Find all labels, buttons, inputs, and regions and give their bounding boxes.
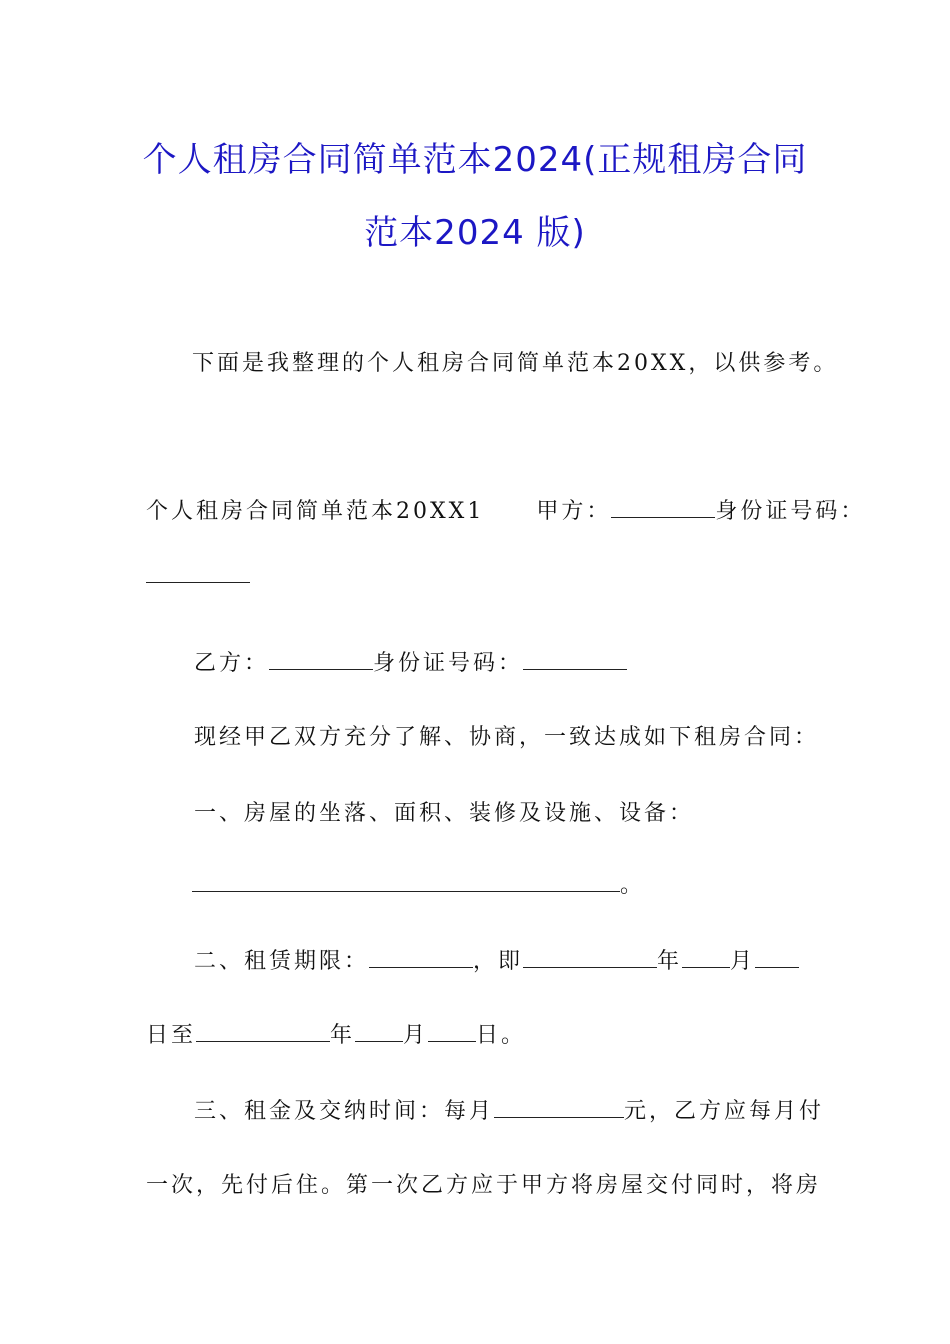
year-label-2: 年: [330, 1023, 356, 1048]
party-b-line: [194, 646, 627, 677]
monthly-rent-blank: [494, 1097, 624, 1118]
period-mark: 。: [620, 873, 646, 898]
party-b-id-label: 身份证号码：: [373, 651, 524, 676]
party-a-id-line: [146, 562, 250, 589]
comma-ji: ，即: [473, 949, 524, 974]
section1-heading: 一、房屋的坐落、面积、装修及设施、设备：: [194, 801, 695, 826]
section3-line2: 一次，先付后住。第一次乙方应于甲方将房屋交付同时，将房: [146, 1173, 822, 1198]
section2-line2: [146, 1018, 526, 1049]
start-month-blank: [682, 947, 730, 968]
property-details-blank: [192, 871, 620, 892]
party-a-heading: 个人租房合同简单范本20XX1: [146, 499, 485, 524]
start-year-blank: [523, 947, 657, 968]
section3-rest: 元，乙方应每月付: [624, 1099, 825, 1124]
section1-fill-line: [192, 868, 645, 899]
consensus-paragraph: 现经甲乙双方充分了解、协商，一致达成如下租房合同：: [194, 725, 820, 750]
section3-label: 三、租金及交纳时间：每月: [194, 1099, 495, 1124]
section2-label: 二、租赁期限：: [194, 949, 370, 974]
lease-term-blank: [369, 947, 473, 968]
party-b-id-blank: [523, 649, 627, 670]
party-a-name-blank: [611, 497, 715, 518]
party-b-name-blank: [269, 649, 373, 670]
intro-paragraph: 下面是我整理的个人租房合同简单范本20XX，以供参考。: [192, 351, 839, 376]
end-year-blank: [196, 1021, 330, 1042]
document-title-line1: 个人租房合同简单范本2024(正规租房合同: [142, 140, 808, 180]
month-label: 月: [730, 949, 756, 974]
end-month-blank: [355, 1021, 403, 1042]
start-day-blank: [755, 947, 799, 968]
party-a-label: 甲方：: [536, 499, 612, 524]
section2-line: [194, 944, 799, 975]
document-title-line2: 范本2024 版): [364, 213, 586, 253]
end-day-blank: [428, 1021, 476, 1042]
day-to-label: 日至: [146, 1023, 197, 1048]
party-b-label: 乙方：: [194, 651, 270, 676]
section3-line: [194, 1094, 824, 1125]
party-a-id-blank: [146, 562, 250, 583]
month-label-2: 月: [403, 1023, 429, 1048]
year-label: 年: [657, 949, 683, 974]
party-a-id-label: 身份证号码：: [715, 499, 866, 524]
day-end-label: 日。: [476, 1023, 527, 1048]
party-a-line: [146, 494, 865, 525]
